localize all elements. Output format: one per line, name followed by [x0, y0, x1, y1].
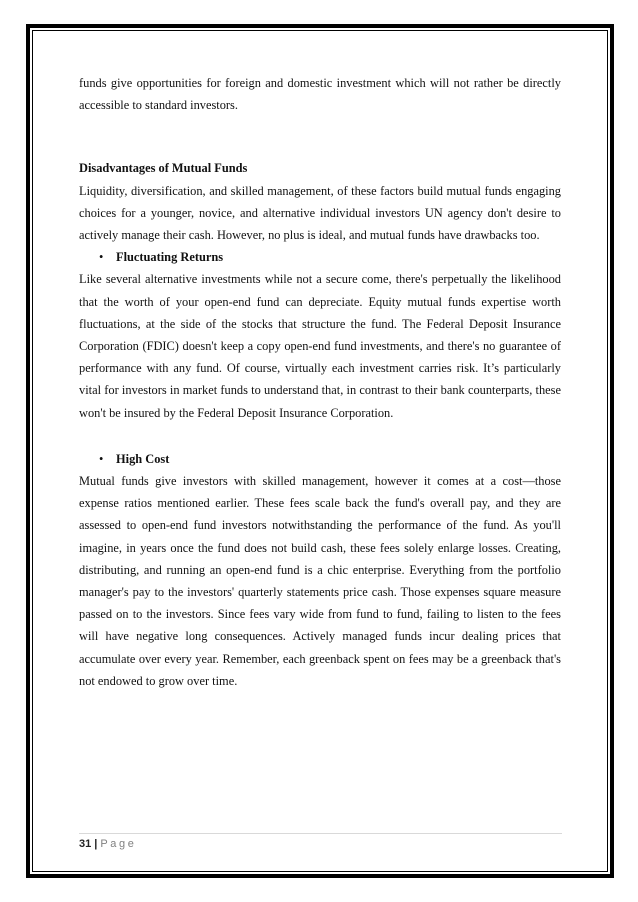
page-label: Page [100, 838, 137, 850]
section-paragraph: Liquidity, diversification, and skilled management, of these factors build mutual funds engaging choices for a younger, novice, and alternative individual investors UN agency don't desire to actively manage their cash. However, no plus is ideal, and mutual funds have drawbacks too. [79, 183, 561, 243]
bullet-heading-fluctuating-returns [79, 246, 561, 268]
fluctuating-returns-paragraph: Like several alternative investments while not a secure come, there's perpetually the likelihood that the worth of your open-end fund can depreciate. Equity mutual funds expertise worth fluctuations, at the side of the stocks that structure the fund. The Federal Deposit Insurance Corporation (FDIC) doesn't keep a copy open-end fund investments, and there's no guarantee of performance with any fund. Of course, virtually each investment carries risk. It’s particularly vital for investors in market funds to understand that, in contrast to their bank counterparts, these won't be insured by the Federal Deposit Insurance Corporation. [79, 272, 561, 420]
bullet-heading-high-cost [79, 448, 561, 470]
bullet-icon: • [99, 451, 104, 466]
footer-divider [79, 833, 562, 834]
page-footer [79, 838, 136, 850]
page-content [79, 72, 561, 692]
intro-paragraph: funds give opportunities for foreign and domestic investment which will not rather be directly accessible to standard investors. [79, 76, 561, 113]
footer-separator: | [94, 838, 98, 850]
bullet-title: High Cost [116, 451, 170, 466]
bullet-icon: • [99, 250, 104, 265]
high-cost-paragraph: Mutual funds give investors with skilled management, however it comes at a cost—those expense ratios mentioned earlier. These fees scale back the fund's overall pay, and they are assessed to open-end fund investors notwithstanding the performance of the fund. As you'll imagine, in years once the fund does not build cash, these fees solely enlarge losses. Creating, distributing, and running an open-end fund is a chic enterprise. Everything from the portfolio manager's pay to the investors' quarterly statements price cash. Those expenses square measure passed on to the investors. Since fees vary wide from fund to fund, failing to listen to the fees will have negative long consequences. Actively managed funds incur dealing prices that accumulate over every year. Remember, each greenback spent on fees may be a greenback that's not endowed to grow over time. [79, 474, 561, 688]
bullet-title: Fluctuating Returns [116, 250, 224, 265]
page-number: 31 [79, 838, 92, 850]
section-heading: Disadvantages of Mutual Funds [79, 161, 248, 176]
